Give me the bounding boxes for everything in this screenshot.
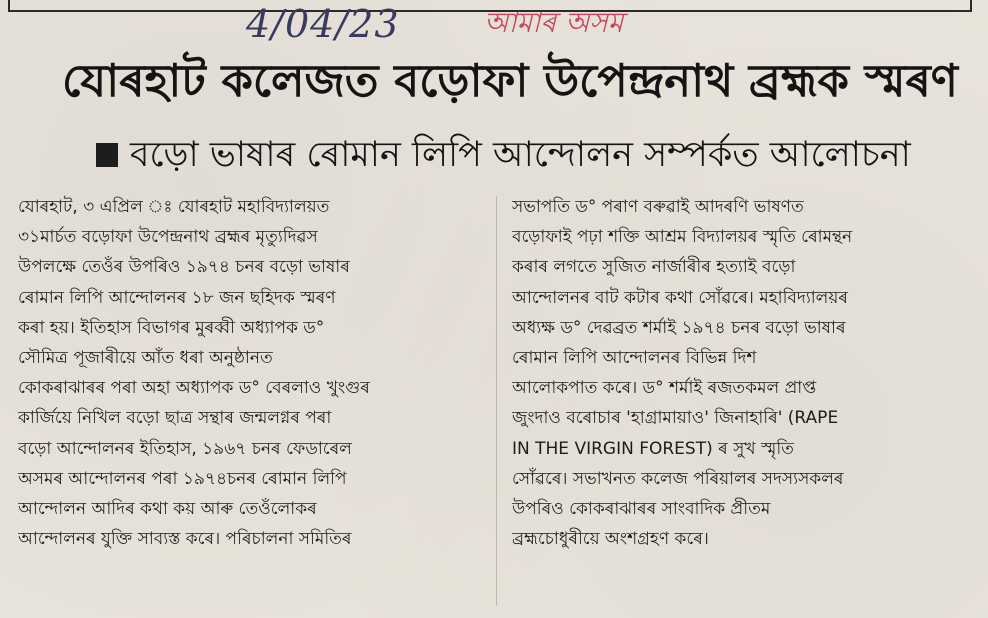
column-line: উপৰিও কোকৰাঝাৰৰ সাংবাদিক প্ৰীতম: [512, 498, 771, 519]
column-line: ব্ৰহ্মচোধুৰীয়ে অংশগ্ৰহণ কৰে।: [512, 529, 709, 550]
column-line: ৰোমান লিপি আন্দোলনৰ বিভিন্ন দিশ: [512, 347, 757, 368]
column-line: কৰাৰ লগতে সুজিত নাৰ্জাৰীৰ হত্যাই বড়ো: [512, 257, 796, 278]
column-line: উপলক্ষে তেওঁৰ উপৰিও ১৯৭৪ চনৰ বড়ো ভাষাৰ: [18, 257, 350, 278]
column-line: কোকৰাঝাৰৰ পৰা অহা অধ্যাপক ড° বেৰলাও খুংগুৰ: [18, 378, 370, 399]
column-divider: [496, 196, 497, 606]
column-line: আন্দোলন আদিৰ কথা কয় আৰু তেওঁলোকৰ: [18, 498, 317, 519]
column-line: আলোকপাত কৰে। ড° শৰ্মাই ৰজতকমল প্ৰাপ্ত: [512, 378, 817, 399]
column-line: IN THE VIRGIN FOREST) ৰ সুখ স্মৃতি: [512, 438, 794, 459]
column-line: সৌমিত্ৰ পূজাৰীয়ে আঁত ধৰা অনুষ্ঠানত: [18, 347, 273, 368]
column-line: সোঁৱৰে। সভাখনত কলেজ পৰিয়ালৰ সদস্যসকলৰ: [512, 468, 844, 489]
article-subheadline: বড়ো ভাষাৰ ৰোমান লিপি আন্দোলন সম্পৰ্কত আলোচনা: [130, 135, 911, 175]
handwritten-date-note: 4/04/23: [246, 2, 400, 46]
column-line: বড়োফাই পঢ়া শক্তি আশ্ৰম বিদ্যালয়ৰ স্মৃতি ৰোমন্থন: [512, 227, 853, 248]
column-line: কৰা হয়। ইতিহাস বিভাগৰ মুৰব্বী অধ্যাপক ড°: [18, 317, 325, 338]
column-line: সভাপতি ড° পৰাণ বৰুৱাই আদৰণি ভাষণত: [512, 197, 804, 217]
article-column-right: [512, 192, 982, 554]
article-column-left: [18, 192, 488, 554]
article-headline: যোৰহাট কলেজত বড়োফা উপেন্দ্ৰনাথ ব্ৰহ্মক স্মৰণ: [62, 54, 958, 107]
column-line: বড়ো আন্দোলনৰ ইতিহাস, ১৯৬৭ চনৰ ফেডাৰেল: [18, 438, 352, 459]
article-subheadline-row: [96, 130, 956, 180]
square-bullet-icon: [96, 143, 118, 167]
handwritten-source-note: আমাৰ অসম: [484, 6, 624, 39]
column-line: কাৰ্জিয়ে নিখিল বড়ো ছাত্ৰ সন্থাৰ জন্মলগ্নৰ পৰা: [18, 408, 332, 429]
column-line: যোৰহাট, ৩ এপ্ৰিল ঃ যোৰহাট মহাবিদ্যালয়ত: [18, 197, 330, 217]
column-line: অসমৰ আন্দোলনৰ পৰা ১৯৭৪চনৰ ৰোমান লিপি: [18, 468, 347, 489]
column-line: জুংদাও বৰোচাৰ 'হাগ্ৰামায়াও' জিনাহাৰি' (RAPE: [512, 408, 839, 429]
column-line: ৰোমান লিপি আন্দোলনৰ ১৮ জন ছহিদক স্মৰণ: [18, 287, 336, 308]
column-line: ৩১মাৰ্চত বড়োফা উপেন্দ্ৰনাথ ব্ৰহ্মৰ মৃত্যুদিৱস: [18, 227, 318, 248]
column-line: আন্দোলনৰ যুক্তি সাব্যস্ত কৰে। পৰিচালনা সমিতিৰ: [18, 529, 352, 550]
column-line: আন্দোলনৰ বাট কটাৰ কথা সোঁৱৰে। মহাবিদ্যালয়ৰ: [512, 287, 848, 308]
column-line: অধ্যক্ষ ড° দেৱব্ৰত শৰ্মাই ১৯৭৪ চনৰ বড়ো ভাষাৰ: [512, 317, 846, 338]
